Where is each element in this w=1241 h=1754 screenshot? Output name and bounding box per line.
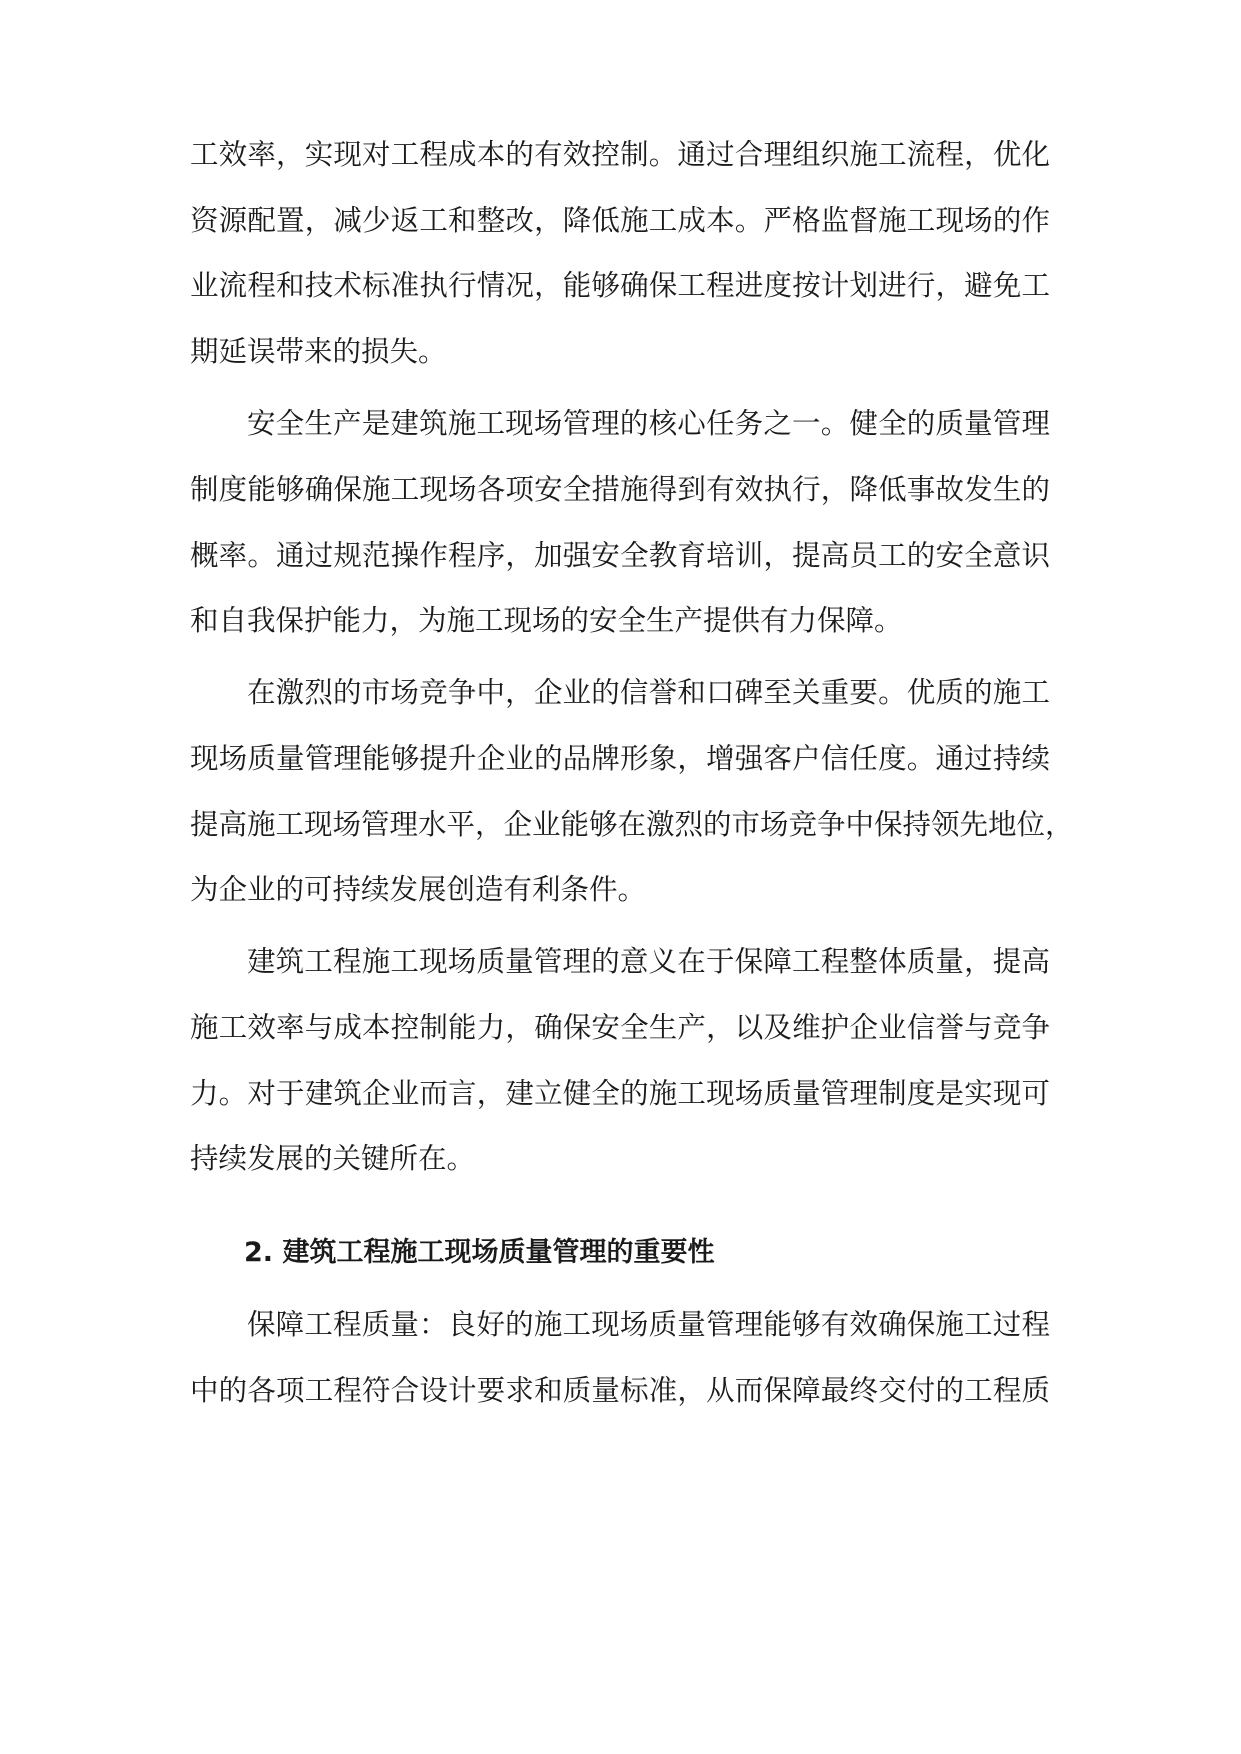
paragraph-4-line-1: 建筑工程施工现场质量管理的意义在于保障工程整体质量，提高 bbox=[247, 945, 1050, 978]
paragraph-2-line-2: 制度能够确保施工现场各项安全措施得到有效执行，降低事故发生的 bbox=[190, 473, 1050, 506]
paragraph-4-line-4: 持续发展的关键所在。 bbox=[190, 1142, 476, 1175]
paragraph-1-line-1: 工效率，实现对工程成本的有效控制。通过合理组织施工流程，优化 bbox=[190, 138, 1050, 171]
paragraph-4-line-3: 力。对于建筑企业而言，建立健全的施工现场质量管理制度是实现可 bbox=[190, 1077, 1050, 1110]
paragraph-3-line-2: 现场质量管理能够提升企业的品牌形象，增强客户信任度。通过持续 bbox=[190, 742, 1050, 775]
paragraph-3-line-3: 提高施工现场管理水平，企业能够在激烈的市场竞争中保持领先地位， bbox=[190, 808, 1074, 841]
paragraph-2-line-3: 概率。通过规范操作程序，加强安全教育培训，提高员工的安全意识 bbox=[190, 539, 1050, 572]
final-paragraph-line-2: 中的各项工程符合设计要求和质量标准，从而保障最终交付的工程质 bbox=[190, 1374, 1050, 1407]
final-paragraph-line-1: 保障工程质量：良好的施工现场质量管理能够有效确保施工过程 bbox=[247, 1308, 1050, 1341]
section-heading: 2. 建筑工程施工现场质量管理的重要性 bbox=[244, 1237, 715, 1268]
paragraph-1-line-2: 资源配置，减少返工和整改，降低施工成本。严格监督施工现场的作 bbox=[190, 204, 1050, 237]
paragraph-1-line-3: 业流程和技术标准执行情况，能够确保工程进度按计划进行，避免工 bbox=[190, 269, 1050, 302]
paragraph-4-line-2: 施工效率与成本控制能力，确保安全生产，以及维护企业信誉与竞争 bbox=[190, 1011, 1050, 1044]
paragraph-2-line-1: 安全生产是建筑施工现场管理的核心任务之一。健全的质量管理 bbox=[247, 407, 1050, 440]
paragraph-1-line-4: 期延误带来的损失。 bbox=[190, 335, 447, 368]
paragraph-3-line-4: 为企业的可持续发展创造有利条件。 bbox=[190, 873, 647, 906]
paragraph-3-line-1: 在激烈的市场竞争中，企业的信誉和口碑至关重要。优质的施工 bbox=[247, 676, 1050, 709]
paragraph-2-line-4: 和自我保护能力，为施工现场的安全生产提供有力保障。 bbox=[190, 604, 903, 637]
